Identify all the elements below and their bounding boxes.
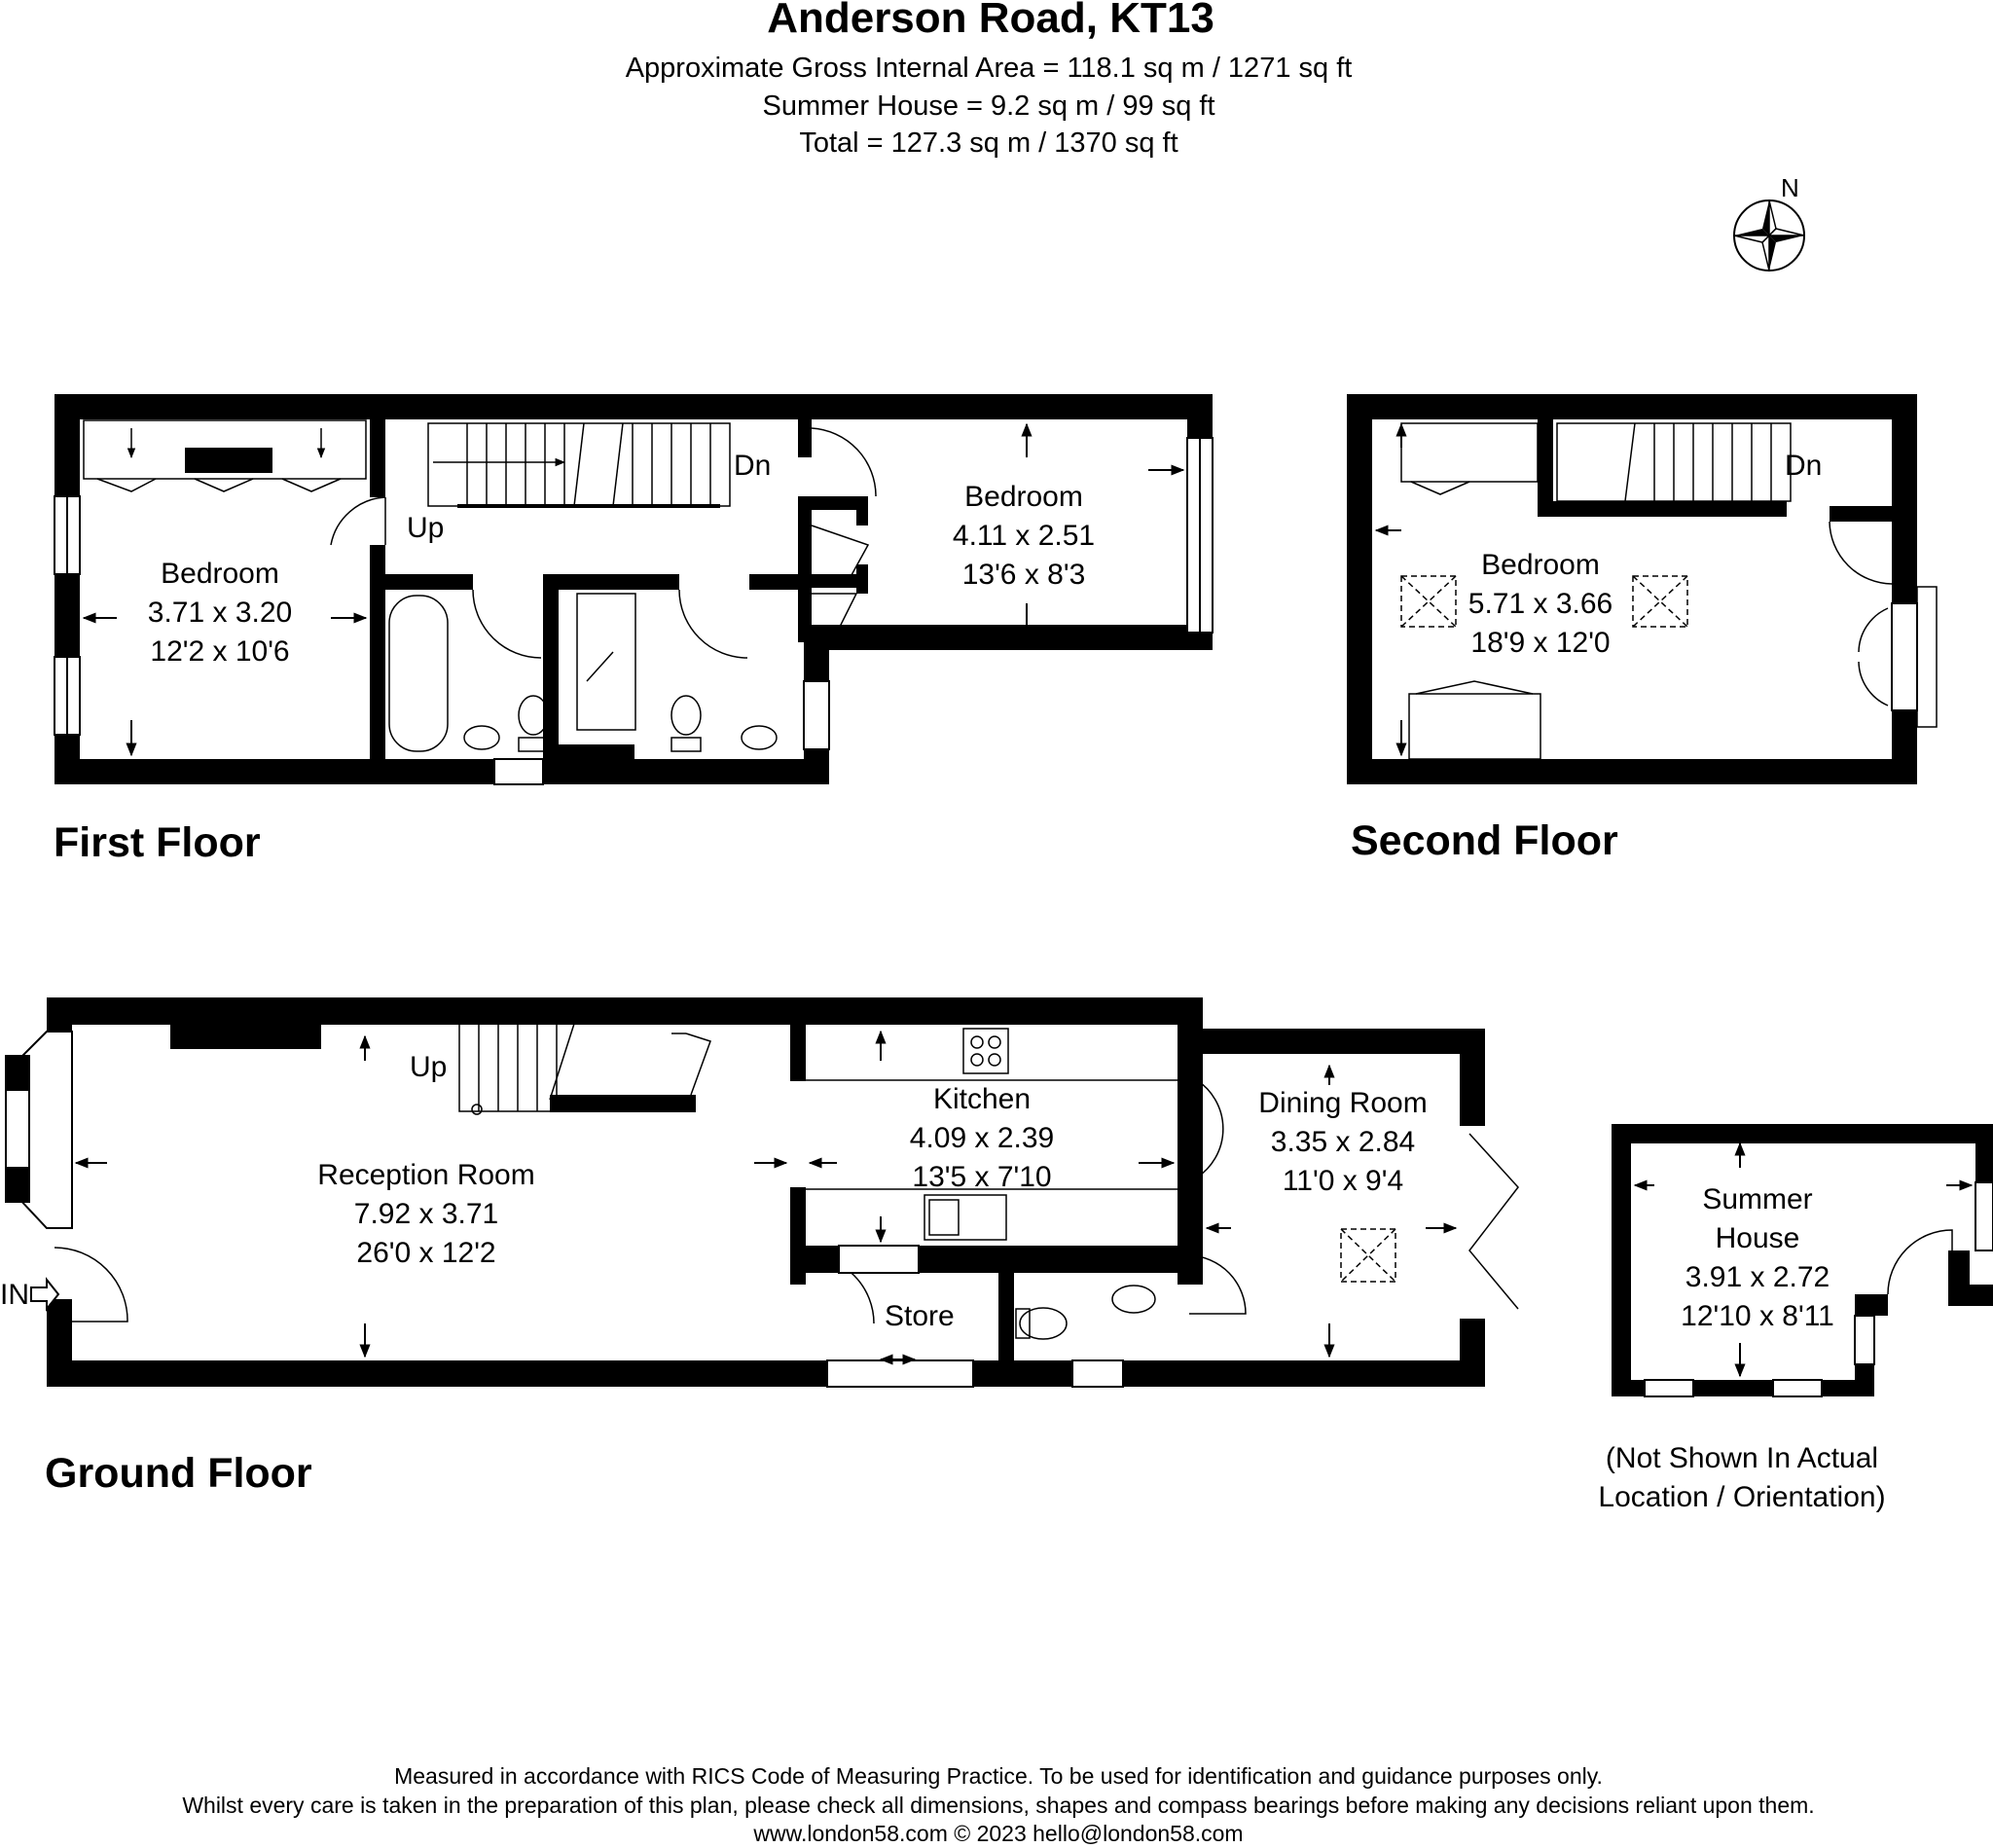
footer-contact: www.london58.com © 2023 hello@london58.com (753, 1821, 1244, 1846)
first-floor-heading: First Floor (54, 819, 261, 866)
compass-icon (1734, 200, 1804, 271)
dining-room-label: Dining Room 3.35 x 2.84 11'0 x 9'4 (1258, 1087, 1428, 1197)
summer-house-area: Summer House = 9.2 sq m / 99 sq ft (762, 91, 1215, 122)
compass-north-label: N (1781, 173, 1799, 202)
page-title: Anderson Road, KT13 (767, 0, 1214, 42)
first-stairs-down-label: Dn (734, 450, 772, 482)
first-stairs-up-label: Up (407, 512, 445, 544)
reception-room-label: Reception Room 7.92 x 3.71 26'0 x 12'2 (317, 1159, 535, 1269)
summer-house-label: Summer House 3.91 x 2.72 12'10 x 8'11 (1681, 1183, 1834, 1332)
gross-internal-area: Approximate Gross Internal Area = 118.1 sq m / 1271 sq ft (625, 53, 1353, 84)
entrance-label: IN (0, 1279, 29, 1311)
second-bedroom-label: Bedroom 5.71 x 3.66 18'9 x 12'0 (1468, 549, 1613, 659)
second-floor-heading: Second Floor (1351, 817, 1618, 864)
second-stairs-down-label: Dn (1785, 450, 1823, 482)
total-area: Total = 127.3 sq m / 1370 sq ft (799, 127, 1178, 159)
bathroom-fixtures (389, 594, 777, 751)
ground-stairs-up-label: Up (410, 1051, 448, 1083)
store-label: Store (885, 1300, 955, 1332)
bay-window (6, 1032, 72, 1228)
second-floor-plan (1347, 394, 1937, 784)
summer-house-note: (Not Shown In Actual Location / Orientation) (1598, 1442, 1886, 1513)
first-bedroom-2-label: Bedroom 4.11 x 2.51 13'6 x 8'3 (952, 481, 1096, 591)
footer-disclaimer-1: Measured in accordance with RICS Code of Measuring Practice. To be used for identification and guidance purposes only. (394, 1763, 1603, 1789)
first-bedroom-1-label: Bedroom 3.71 x 3.20 12'2 x 10'6 (147, 558, 293, 668)
kitchen-label: Kitchen 4.09 x 2.39 13'5 x 7'10 (909, 1083, 1055, 1193)
ground-floor-heading: Ground Floor (45, 1450, 312, 1497)
footer-disclaimer-2: Whilst every care is taken in the preparation of this plan, please check all dimensions, shapes and compass bearings before making any decisions reliant upon them. (182, 1793, 1815, 1818)
